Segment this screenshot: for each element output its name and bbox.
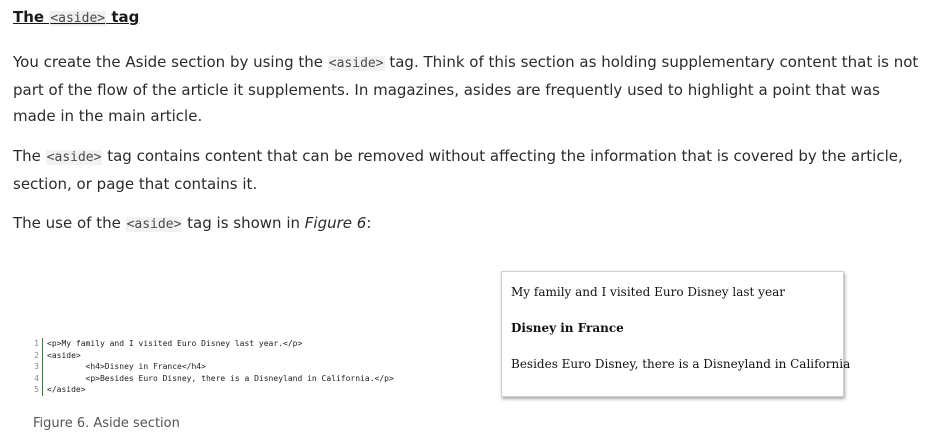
heading-tag-code: <aside> xyxy=(50,11,106,26)
paragraph-text: The xyxy=(13,147,46,165)
code-text: </aside> xyxy=(47,385,86,394)
paragraph-figure-reference xyxy=(13,210,923,238)
heading-suffix: tag xyxy=(106,8,140,26)
line-number: 4 xyxy=(30,373,43,385)
code-listing xyxy=(30,338,470,396)
paragraph-text: The use of the xyxy=(13,214,126,232)
preview-paragraph: My family and I visited Euro Disney last year xyxy=(511,285,785,299)
figure-reference: Figure 6 xyxy=(304,214,367,232)
code-text: <aside> xyxy=(47,350,81,360)
line-number: 3 xyxy=(30,361,43,373)
paragraph-aside-intro xyxy=(13,49,923,129)
paragraph-text: : xyxy=(366,214,372,232)
inline-code-aside: <aside> xyxy=(126,217,182,232)
inline-code-aside: <aside> xyxy=(46,150,102,165)
rendered-preview-box xyxy=(501,271,851,397)
code-line xyxy=(30,361,470,373)
paragraph-aside-contents xyxy=(13,143,923,197)
heading-prefix: The xyxy=(13,8,50,26)
section-heading xyxy=(13,8,139,26)
preview-aside-paragraph: Besides Euro Disney, there is a Disneyland in California xyxy=(511,357,851,371)
code-line xyxy=(30,338,470,350)
paragraph-text: tag is shown in xyxy=(182,214,305,232)
paragraph-text: tag contains content that can be removed without affecting the information that is covered by the article, section, or page that contains it. xyxy=(13,147,903,193)
code-text: <p>Besides Euro Disney, there is a Disneyland in California.</p> xyxy=(47,373,394,383)
code-text: <p>My family and I visited Euro Disney last year.</p> xyxy=(47,339,303,348)
paragraph-text: You create the Aside section by using the xyxy=(13,53,328,71)
paragraph-text: tag. Think of this section as holding supplementary content that is not part of the flow of the article it supplements. In magazines, asides are frequently used to highlight a point that was made in the main article. xyxy=(13,53,919,125)
code-text: <h4>Disney in France</h4> xyxy=(47,362,206,371)
preview-aside-heading: Disney in France xyxy=(511,321,624,335)
line-number: 5 xyxy=(30,384,43,396)
code-line xyxy=(30,373,470,385)
code-line xyxy=(30,350,470,362)
figure-caption: Figure 6. Aside section xyxy=(33,416,180,431)
inline-code-aside: <aside> xyxy=(328,56,384,71)
line-number: 2 xyxy=(30,350,43,362)
line-number: 1 xyxy=(30,338,43,350)
code-line xyxy=(30,384,470,396)
